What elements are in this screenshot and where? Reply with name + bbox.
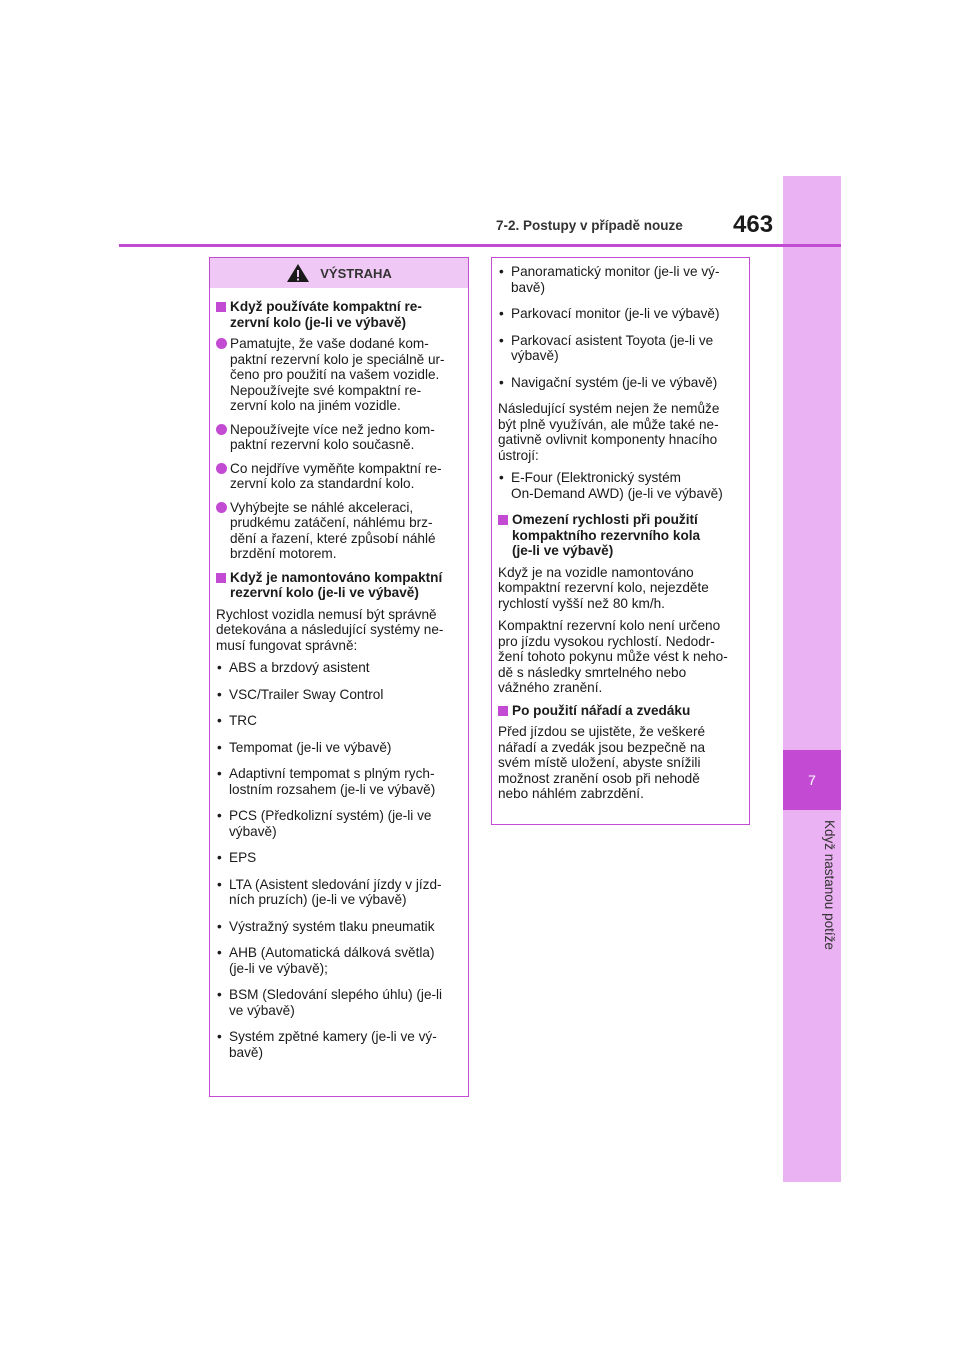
circle-bullet-icon xyxy=(216,502,227,513)
warning-dot-item: Vyhýbejte se náhlé akceleraci, prudkému zatáčení, náhlému brz- dění a řazení, které způsobí náhlé brzdění motorem. xyxy=(216,500,460,562)
section-heading: Když je namontováno kompaktní rezervní kolo (je-li ve výbavě) xyxy=(216,570,460,601)
page-number: 463 xyxy=(733,211,774,238)
circle-bullet-icon xyxy=(216,338,227,349)
section-heading: Omezení rychlosti při použití kompaktního rezervního kola (je-li ve výbavě) xyxy=(498,512,741,559)
list-item: • EPS xyxy=(217,850,257,865)
warning-dot-item: Co nejdříve vyměňte kompaktní re- zervní kolo za standardní kolo. xyxy=(216,461,460,492)
warning-dot-item: Nepoužívejte více než jedno kom- paktní rezervní kolo současně. xyxy=(216,422,460,453)
square-bullet-icon xyxy=(498,515,508,525)
list-item: • VSC/Trailer Sway Control xyxy=(217,686,384,702)
warning-dot-item: Pamatujte, že vaše dodané kom- paktní rezervní kolo je speciálně ur- čeno pro použití na vašem vozidle. Nepoužívejte své kompaktní re- zervní kolo na jiném vozidle. xyxy=(216,336,460,414)
paragraph: Následující systém nejen že nemůže být plně využíván, ale může také ne- gativně ovlivnit komponenty hnacího ústrojí: xyxy=(498,401,720,463)
paragraph: Před jízdou se ujistěte, že veškeré nářadí a zvedák jsou bezpečně na svém místě uložení, abyste snížili možnost zranění osob při nehodě nebo náhlém zabrzdění. xyxy=(498,724,706,801)
warning-box-continued xyxy=(491,257,750,825)
list-item: • Parkovací asistent Toyota (je-li ve výbavě) xyxy=(499,332,714,363)
paragraph: Kompaktní rezervní kolo není určeno pro jízdu vysokou rychlostí. Nedodr- žení tohoto pokynu může vést k neho- dě s následky smrtelného nebo vážného zranění. xyxy=(498,618,728,695)
warning-box xyxy=(209,257,469,1097)
paragraph: Rychlost vozidla nemusí být správně detekována a následující systémy ne- musí fungovat správně: xyxy=(216,606,444,653)
warning-content-continued xyxy=(492,258,749,817)
section-heading: Po použití nářadí a zvedáku xyxy=(498,703,741,719)
circle-bullet-icon xyxy=(216,463,227,474)
list-item: • Panoramatický monitor (je-li ve vý- bavě) xyxy=(499,264,720,295)
chapter-number-tab: 7 xyxy=(783,750,841,810)
section-title: 7-2. Postupy v případě nouze xyxy=(496,218,683,233)
list-item: • PCS (Předkolizní systém) (je-li ve výbavě) xyxy=(217,808,432,839)
list-item: • ABS a brzdový asistent xyxy=(217,660,370,675)
list-item: • Parkovací monitor (je-li ve výbavě) xyxy=(499,306,720,321)
list-item: • Systém zpětné kamery (je-li ve vý- bavě) xyxy=(217,1029,437,1060)
list-item: • AHB (Automatická dálková světla) (je-li ve výbavě); xyxy=(217,945,435,976)
chapter-label: Když nastanou potíže xyxy=(822,820,837,950)
warning-content xyxy=(210,288,468,1079)
warning-triangle-icon xyxy=(286,263,310,283)
square-bullet-icon xyxy=(216,302,226,312)
warning-header xyxy=(210,258,468,288)
list-item: • E-Four (Elektronický systém On-Demand AWD) (je-li ve výbavě) xyxy=(499,470,723,501)
list-item: • LTA (Asistent sledování jízdy v jízd- ních pruzích) (je-li ve výbavě) xyxy=(217,876,442,907)
square-bullet-icon xyxy=(498,706,508,716)
list-item: • TRC xyxy=(217,713,257,728)
list-item: • Navigační systém (je-li ve výbavě) xyxy=(499,374,718,390)
warning-title: VÝSTRAHA xyxy=(320,265,392,281)
square-bullet-icon xyxy=(216,573,226,583)
side-tab-strip xyxy=(783,176,841,1182)
list-item: • BSM (Sledování slepého úhlu) (je-li ve výbavě) xyxy=(217,987,443,1018)
header-rule xyxy=(119,244,841,247)
list-item: • Výstražný systém tlaku pneumatik xyxy=(217,918,435,934)
circle-bullet-icon xyxy=(216,424,227,435)
list-item: • Adaptivní tempomat s plným rych- lostním rozsahem (je-li ve výbavě) xyxy=(217,766,436,797)
paragraph: Když je na vozidle namontováno kompaktní rezervní kolo, nejezděte rychlostí vyšší než 80 km/h. xyxy=(498,564,709,611)
section-heading: Když používáte kompaktní re- zervní kolo (je-li ve výbavě) xyxy=(216,299,460,330)
list-item: • Tempomat (je-li ve výbavě) xyxy=(217,739,392,755)
